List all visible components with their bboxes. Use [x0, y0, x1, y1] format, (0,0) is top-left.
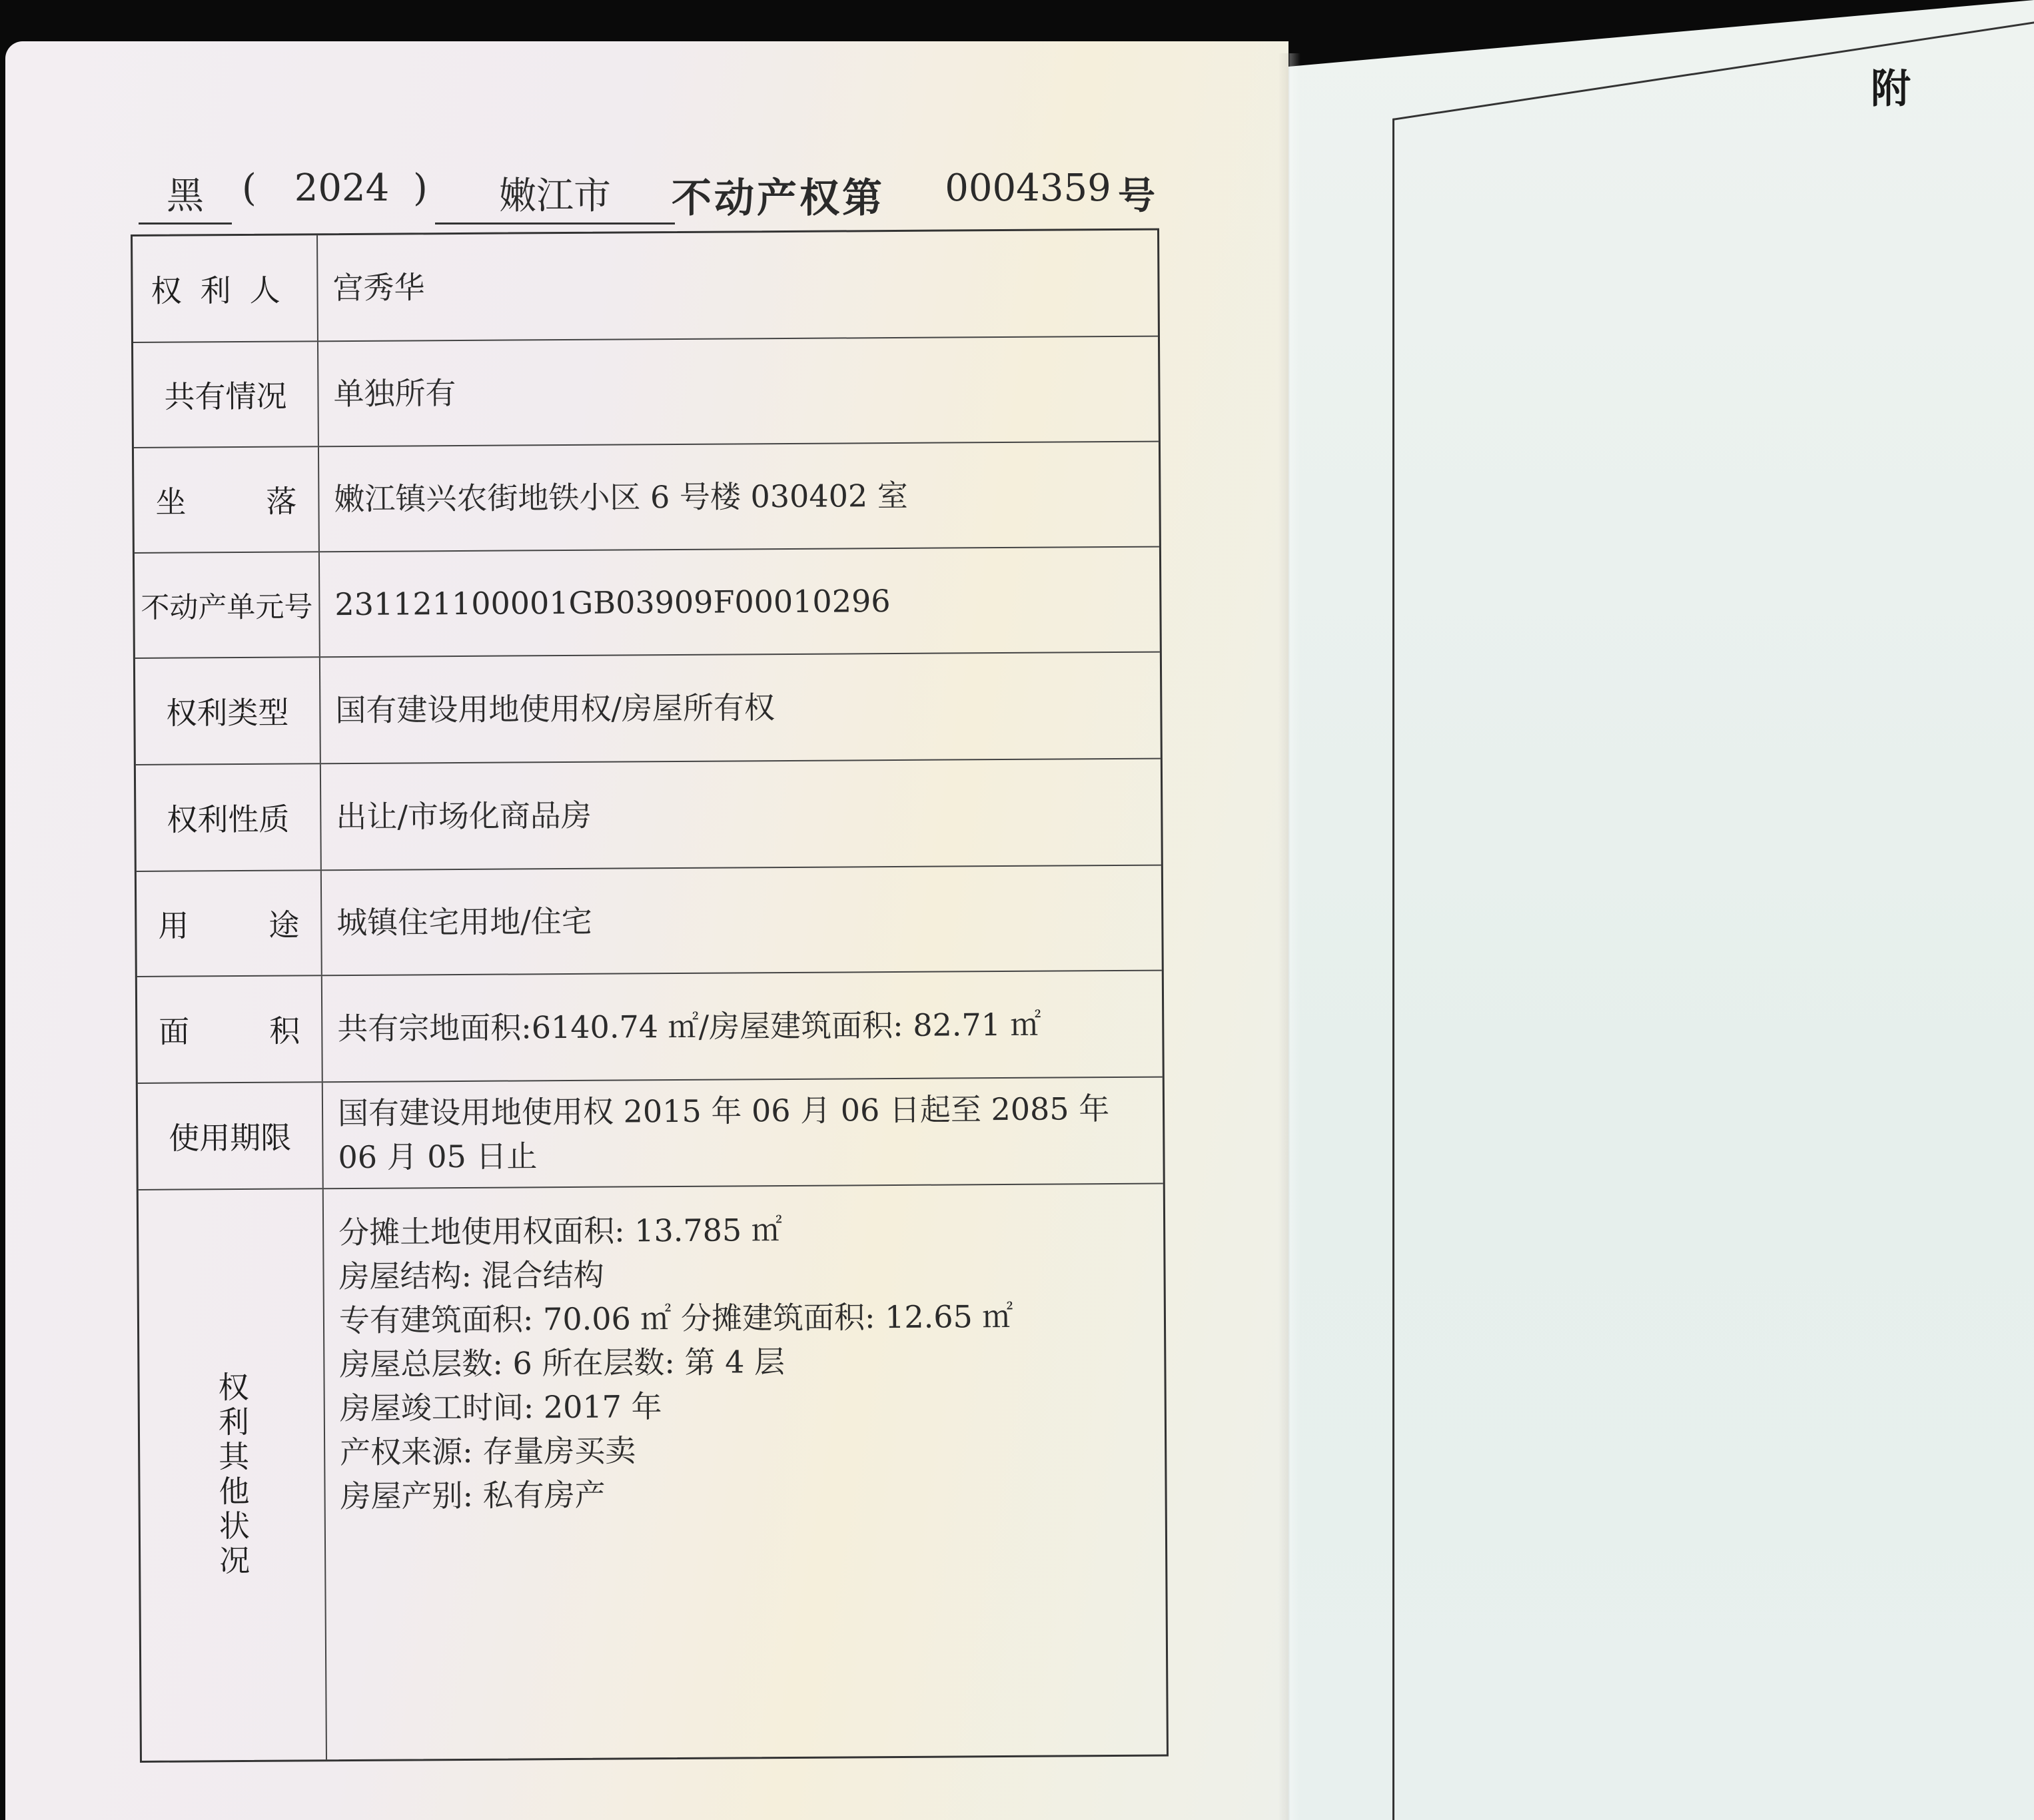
other-line: 专有建筑面积: 70.06 ㎡ 分摊建筑面积: 12.65 ㎡	[338, 1298, 1013, 1339]
row-value: 共有宗地面积:6140.74 ㎡/房屋建筑面积: 82.71 ㎡	[337, 1006, 1041, 1047]
row-label: 使用期限	[138, 1083, 324, 1189]
header-certificate-number: 0004359	[945, 167, 1111, 210]
other-status-lines	[338, 1184, 1153, 1781]
row-label: 权利人	[133, 235, 318, 342]
other-line: 分摊土地使用权面积: 13.785 ㎡	[338, 1212, 783, 1251]
row-label: 面积	[137, 976, 323, 1083]
property-table	[131, 228, 1169, 1763]
row-label: 权利类型	[135, 658, 321, 764]
table-row-right-nature	[136, 759, 1161, 872]
row-value: 宫秀华	[332, 269, 425, 306]
book-spine	[1278, 53, 1300, 1820]
header-title: 不动产权第	[672, 175, 885, 222]
table-row-area	[137, 971, 1163, 1084]
row-value: 出让/市场化商品房	[336, 797, 592, 835]
table-row-other-status	[139, 1184, 1167, 1761]
table-row-holder	[133, 230, 1158, 343]
certificate-header	[139, 167, 1178, 220]
row-label: 用途	[137, 871, 322, 976]
other-line: 产权来源: 存量房买卖	[340, 1432, 636, 1471]
row-label: 权利其他状况	[139, 1189, 327, 1761]
table-row-unit-number	[135, 548, 1160, 659]
row-label: 不动产单元号	[135, 552, 320, 658]
other-line: 房屋产别: 私有房产	[340, 1476, 606, 1515]
table-row-coownership	[133, 337, 1159, 448]
header-province: 黑	[139, 167, 232, 225]
header-year: 2024	[294, 167, 390, 210]
attachment-label: 附	[1871, 66, 1911, 113]
table-row-right-type	[135, 653, 1161, 765]
row-value: 国有建设用地使用权 2015 年 06 月 06 日起至 2085 年 06 月 05 日止	[337, 1091, 1110, 1176]
row-label: 坐落	[134, 447, 320, 552]
attachment-frame	[1392, 19, 2034, 1820]
other-line: 房屋总层数: 6 所在层数: 第 4 层	[339, 1344, 785, 1383]
row-value: 嫩江镇兴农街地铁小区 6 号楼 030402 室	[334, 477, 908, 518]
header-hao: 号	[1118, 174, 1155, 218]
header-city: 嫩江市	[435, 167, 675, 225]
header-right-paren: )	[413, 167, 428, 210]
row-label: 权利性质	[136, 764, 322, 871]
table-row-location	[134, 442, 1159, 554]
table-row-usage	[137, 866, 1162, 977]
row-value: 单独所有	[333, 375, 456, 412]
header-left-paren: (	[242, 167, 256, 210]
row-value: 城镇住宅用地/住宅	[336, 903, 592, 941]
other-line: 房屋结构: 混合结构	[338, 1256, 604, 1295]
table-row-term	[138, 1078, 1163, 1190]
row-value: 国有建设用地使用权/房屋所有权	[335, 689, 775, 729]
row-label: 共有情况	[133, 342, 319, 447]
other-line: 房屋竣工时间: 2017 年	[339, 1388, 662, 1427]
row-value: 231121100001GB03909F00010296	[334, 583, 891, 623]
